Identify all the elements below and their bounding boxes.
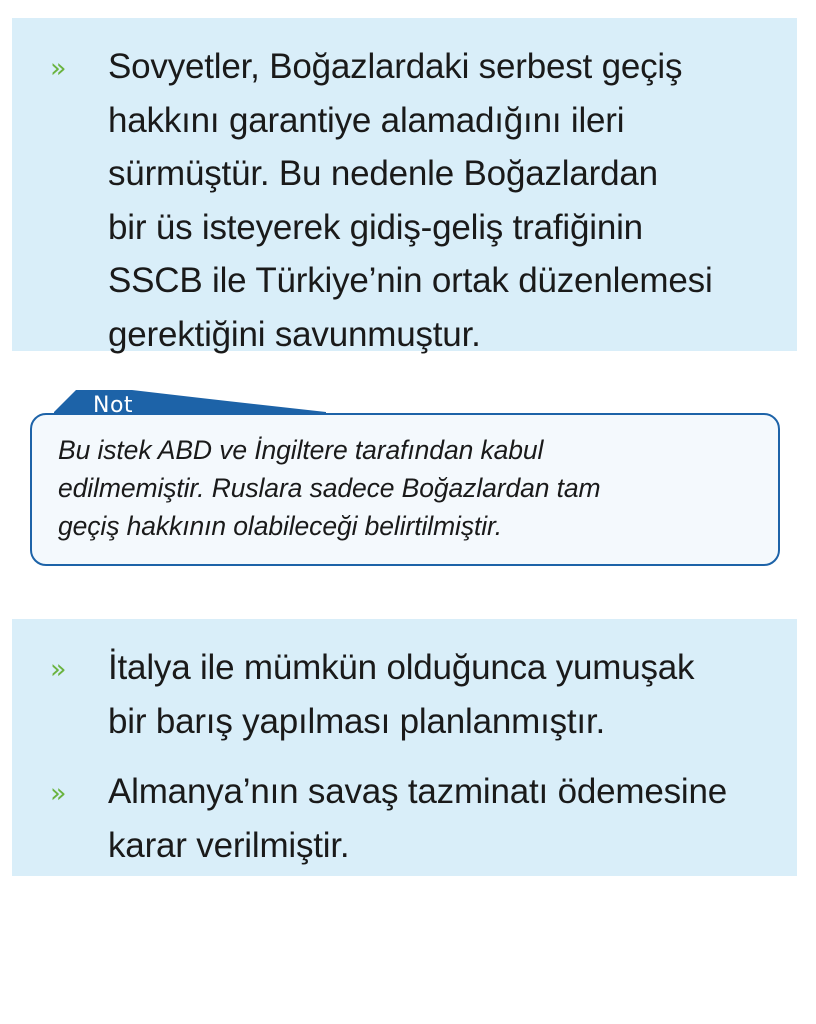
chevron-right-icon: » [50,654,67,685]
info-panel-1 [12,18,797,354]
note-text: Bu istek ABD ve İngiltere tarafından kabul edilmemiştir. Ruslara sadece Boğazlardan tam geçiş hakkının olabileceği belirtilmiştir. [58,435,601,541]
bullet-text: Almanya’nın savaş tazminatı ödemesine karar verilmiştir. [108,772,728,865]
note-label: Not [93,393,134,418]
chevron-right-icon: » [50,53,67,84]
info-panel-2 [12,619,797,876]
bullet-text: Sovyetler, Boğazlardaki serbest geçiş hakkını garantiye alamadığını ileri sürmüştür. Bu nedenle Boğazlardan bir üs isteyerek gidiş-geliş trafiğinin SSCB ile Türkiye’nin ortak düzenlemesi gerektiğini savunmuştur. [108,47,713,354]
chevron-right-icon: » [50,778,67,809]
bullet-text: İtalya ile mümkün olduğunca yumuşak bir barış yapılması planlanmıştır. [108,648,695,741]
